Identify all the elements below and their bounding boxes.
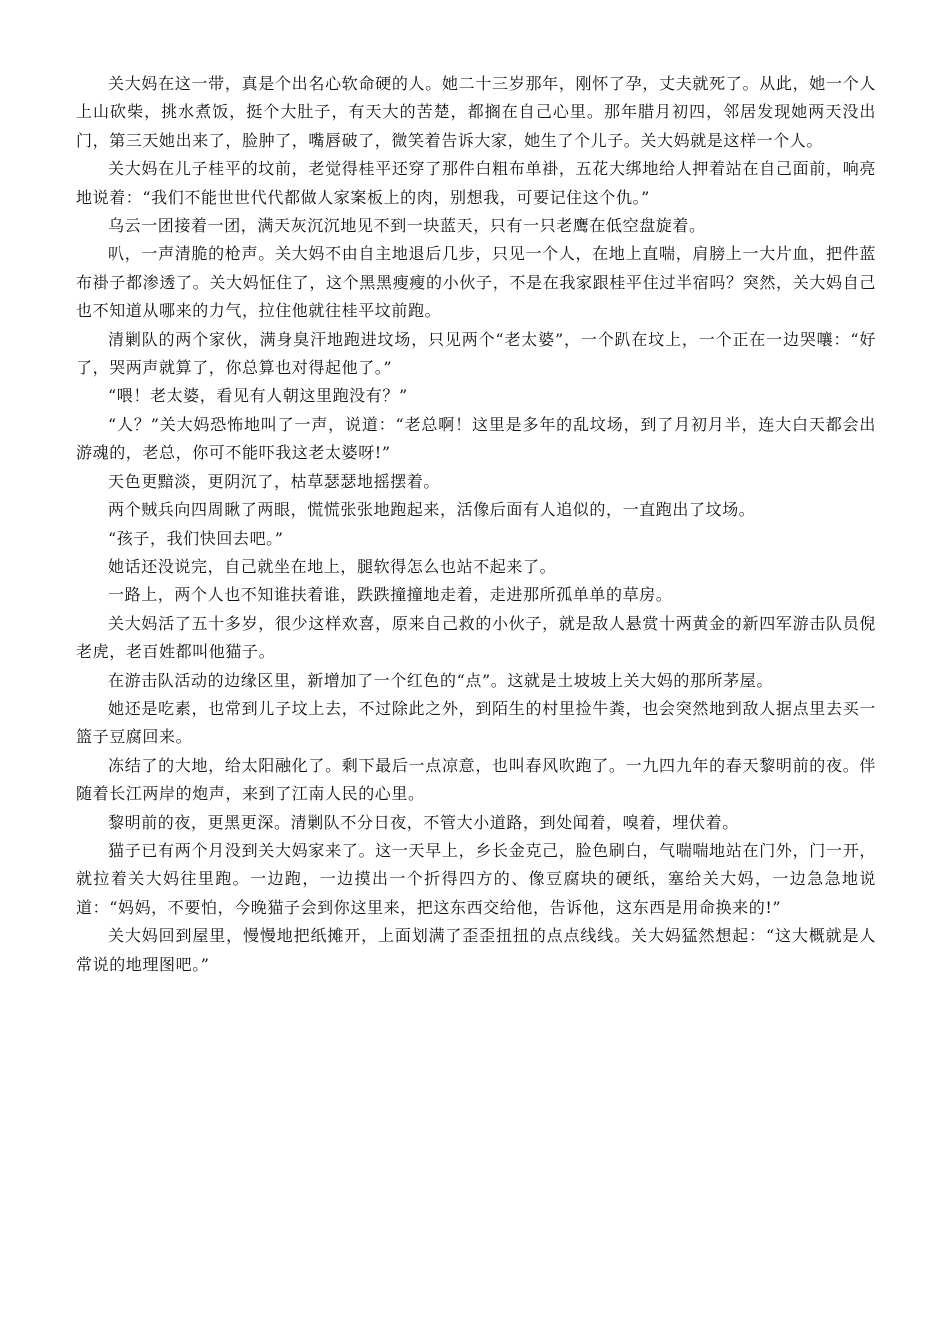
paragraph-14: 在游击队活动的边缘区里，新增加了一个红色的“点”。这就是土坡坡上关大妈的那所茅屋。 <box>108 670 773 690</box>
paragraph-6: “喂！老太婆，看见有人朝这里跑没有？” <box>108 386 408 406</box>
paragraph-9: 两个贼兵向四周瞅了两眼，慌慌张张地跑起来，活像后面有人追似的，一直跑出了坟场。 <box>108 500 756 520</box>
paragraph-17: 黎明前的夜，更黑更深。清剿队不分日夜，不管大小道路，到处闻着，嗅着，埋伏着。 <box>108 812 739 832</box>
paragraph-13: 关大妈活了五十多岁，很少这样欢喜，原来自己救的小伙子，就是敌人悬赏十两黄金的新四军游击队员倪老虎，老百姓都叫他猫子。 <box>76 613 876 662</box>
paragraph-12: 一路上，两个人也不知谁扶着谁，跌跌撞撞地走着，走进那所孤单单的草房。 <box>108 585 673 605</box>
paragraph-18: 猫子已有两个月没到关大妈家来了。这一天早上，乡长金克己，脸色刷白，气喘喘地站在门外，门一开，就拉着关大妈往里跑。一边跑，一边摸出一个折得四方的、像豆腐块的硬纸，塞给关大妈，一边急急地说道：“妈妈，不要怕，今晚猫子会到你这里来，把这东西交给他，告诉他，这东西是用命换来的!” <box>76 840 876 917</box>
paragraph-15: 她还是吃素，也常到儿子坟上去，不过除此之外，到陌生的村里捡牛粪，也会突然地到敌人据点里去买一篮子豆腐回来。 <box>76 698 876 747</box>
paragraph-4: 叭，一声清脆的枪声。关大妈不由自主地退后几步，只见一个人，在地上直喘，肩膀上一大片血，把件蓝布褂子都渗透了。关大妈怔住了，这个黑黑瘦瘦的小伙子，不是在我家跟桂平住过半宿吗？突然，关大妈自己也不知道从哪来的力气，拉住他就往桂平坟前跑。 <box>76 244 876 321</box>
paragraph-1: 关大妈在这一带，真是个出名心软命硬的人。她二十三岁那年，刚怀了孕，丈夫就死了。从此，她一个人上山砍柴，挑水煮饭，挺个大肚子，有天大的苦楚，都搁在自己心里。那年腊月初四，邻居发现她两天没出门，第三天她出来了，脸肿了，嘴唇破了，微笑着告诉大家，她生了个儿子。关大妈就是这样一个人。 <box>76 74 876 150</box>
paragraph-11: 她话还没说完，自己就坐在地上，腿软得怎么也站不起来了。 <box>108 556 557 576</box>
paragraph-10: “孩子，我们快回去吧。” <box>108 528 284 548</box>
paragraph-8: 天色更黯淡，更阴沉了，枯草瑟瑟地摇摆着。 <box>108 471 441 491</box>
paragraph-16: 冻结了的大地，给太阳融化了。剩下最后一点凉意，也叫春风吹跑了。一九四九年的春天黎明前的夜。伴随着长江两岸的炮声，来到了江南人民的心里。 <box>76 755 876 804</box>
document-page <box>76 70 876 979</box>
paragraph-7: “人？”关大妈恐怖地叫了一声，说道：“老总啊！这里是多年的乱坟场，到了月初月半，连大白天都会出游魂的，老总，你可不能吓我这老太婆呀!” <box>76 414 876 463</box>
paragraph-19: 关大妈回到屋里，慢慢地把纸摊开，上面划满了歪歪扭扭的点点线线。关大妈猛然想起：“这大概就是人常说的地理图吧。” <box>76 926 876 974</box>
paragraph-3: 乌云一团接着一团，满天灰沉沉地见不到一块蓝天，只有一只老鹰在低空盘旋着。 <box>108 216 706 236</box>
paragraph-2: 关大妈在儿子桂平的坟前，老觉得桂平还穿了那件白粗布单褂，五花大绑地给人押着站在自己面前，响亮地说着：“我们不能世世代代都做人家案板上的肉，别想我，可要记住这个仇。” <box>76 159 876 207</box>
paragraph-5: 清剿队的两个家伙，满身臭汗地跑进坟场，只见两个“老太婆”，一个趴在坟上，一个正在一边哭嚷：“好了，哭两声就算了，你总算也对得起他了。” <box>76 329 876 378</box>
